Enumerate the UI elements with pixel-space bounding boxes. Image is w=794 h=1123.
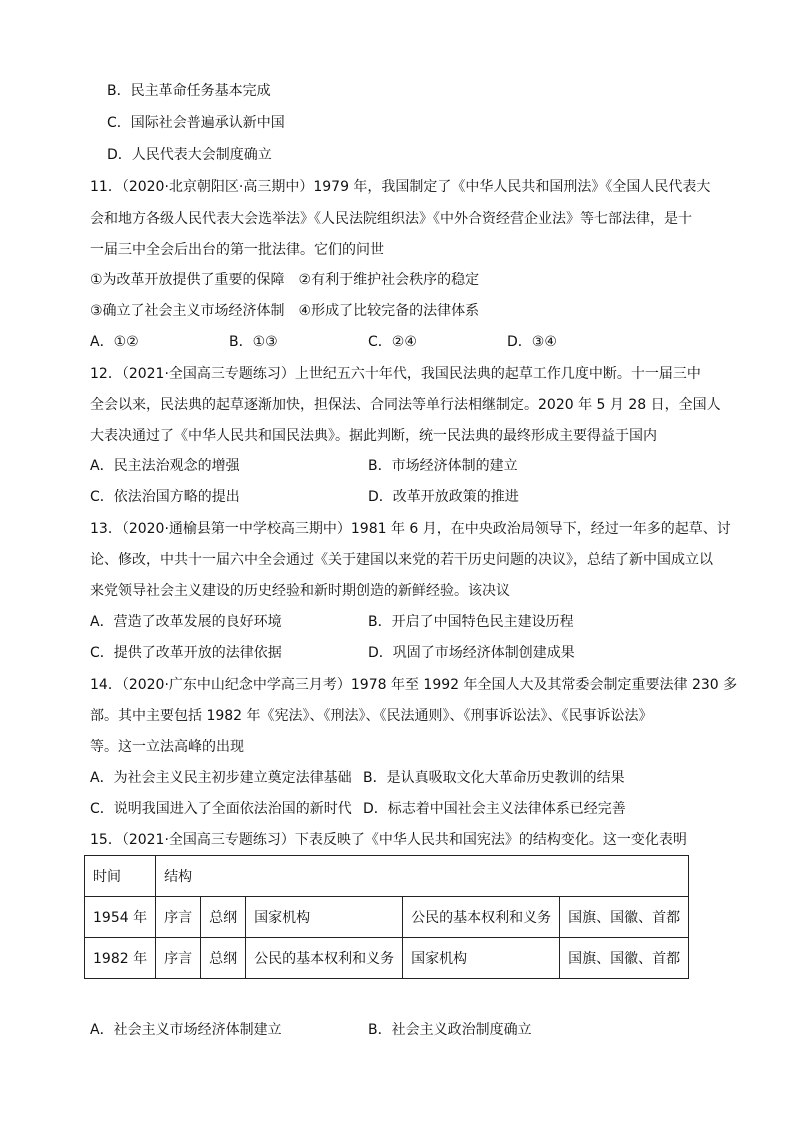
q14-stem-line2: 部。其中主要包括 1982 年《宪法》、《刑法》、《民法通则》、《刑事诉讼法》、《民事诉讼法》 <box>90 708 653 724</box>
table-header-cell: 时间 <box>85 856 156 897</box>
q13-stem-line3: 来党领导社会主义建设的历史经验和新时期创造的新鲜经验。该决议 <box>90 583 510 599</box>
q10-option-c: C．国际社会普遍承认新中国 <box>107 115 285 131</box>
q14-stem-line3: 等。这一立法高峰的出现 <box>90 739 244 755</box>
table-header-row <box>85 856 689 897</box>
table-cell: 国旗、国徽、首都 <box>560 938 689 979</box>
table-cell: 公民的基本权利和义务 <box>246 938 403 979</box>
q11-item-line1: ①为改革开放提供了重要的保障 ②有利于维护社会秩序的稳定 <box>90 272 480 288</box>
table-cell: 国家机构 <box>403 938 560 979</box>
q11-stem-line3: 一届三中全会后出台的第一批法律。它们的问世 <box>90 242 384 258</box>
q12-option-b: B．市场经济体制的建立 <box>368 458 518 474</box>
table-row <box>85 897 689 938</box>
q11-option-d: D．③④ <box>507 334 557 350</box>
q15-option-b: B．社会主义政治制度确立 <box>368 1022 532 1038</box>
table-cell: 序言 <box>156 938 201 979</box>
q14-option-c: C．说明我国进入了全面依法治国的新时代 <box>90 801 352 817</box>
table-cell: 公民的基本权利和义务 <box>403 897 560 938</box>
q12-option-c: C．依法治国方略的提出 <box>90 489 240 505</box>
q12-option-a: A．民主法治观念的增强 <box>90 458 240 474</box>
table-row <box>85 938 689 979</box>
q15-option-a: A．社会主义市场经济体制建立 <box>90 1022 282 1038</box>
q13-option-a: A．营造了改革发展的良好环境 <box>90 614 282 630</box>
q13-option-d: D．巩固了市场经济体制创建成果 <box>368 645 575 661</box>
q10-option-b: B．民主革命任务基本完成 <box>107 83 271 99</box>
q13-stem-line1: 13．（2020·通榆县第一中学校高三期中）1981 年 6 月，在中央政治局领导下，经过一年多的起草、讨 <box>90 521 731 537</box>
table-cell: 国旗、国徽、首都 <box>560 897 689 938</box>
table-cell: 总纲 <box>201 897 246 938</box>
q13-option-b: B．开启了中国特色民主建设历程 <box>368 614 574 630</box>
q12-stem-line2: 全会以来，民法典的起草逐渐加快，担保法、合同法等单行法相继制定。2020 年 5 月 28 日，全国人 <box>90 397 721 413</box>
table-cell: 国家机构 <box>246 897 403 938</box>
q14-option-a: A．为社会主义民主初步建立奠定法律基础 <box>90 770 352 786</box>
q15-stem-line1: 15．（2021·全国高三专题练习）下表反映了《中华人民共和国宪法》的结构变化。这一变化表明 <box>90 832 687 848</box>
q12-stem-line1: 12．（2021·全国高三专题练习）上世纪五六十年代，我国民法典的起草工作几度中断。十一届三中 <box>90 366 701 382</box>
q11-option-c: C．②④ <box>368 334 417 350</box>
q11-option-a: A．①② <box>90 334 139 350</box>
q13-stem-line2: 论、修改，中共十一届六中全会通过《关于建国以来党的若干历史问题的决议》，总结了新中国成立以 <box>90 552 713 568</box>
q10-option-d: D．人民代表大会制度确立 <box>107 147 272 163</box>
q14-stem-line1: 14．（2020·广东中山纪念中学高三月考）1978 年至 1992 年全国人大及其常委会制定重要法律 230 多 <box>90 677 738 693</box>
q11-stem-line1: 11．（2020·北京朝阳区·高三期中）1979 年，我国制定了《中华人民共和国刑法》《全国人民代表大 <box>90 179 711 195</box>
table-cell: 总纲 <box>201 938 246 979</box>
q12-option-d: D．改革开放政策的推进 <box>368 489 519 505</box>
q11-item-line2: ③确立了社会主义市场经济体制 ④形成了比较完备的法律体系 <box>90 303 480 319</box>
constitution-structure-table <box>84 855 689 979</box>
table-cell: 1954 年 <box>85 897 156 938</box>
table-cell: 序言 <box>156 897 201 938</box>
q11-option-b: B．①③ <box>229 334 278 350</box>
q14-option-b: B．是认真吸取文化大革命历史教训的结果 <box>363 770 625 786</box>
table-header-cell: 结构 <box>156 856 689 897</box>
q13-option-c: C．提供了改革开放的法律依据 <box>90 645 282 661</box>
table-cell: 1982 年 <box>85 938 156 979</box>
q14-option-d: D．标志着中国社会主义法律体系已经完善 <box>363 801 626 817</box>
q11-stem-line2: 会和地方各级人民代表大会选举法》《人民法院组织法》《中外合资经营企业法》等七部法律，是十 <box>90 211 692 227</box>
q12-stem-line3: 大表决通过了《中华人民共和国民法典》。据此判断，统一民法典的最终形成主要得益于国内 <box>90 428 657 444</box>
